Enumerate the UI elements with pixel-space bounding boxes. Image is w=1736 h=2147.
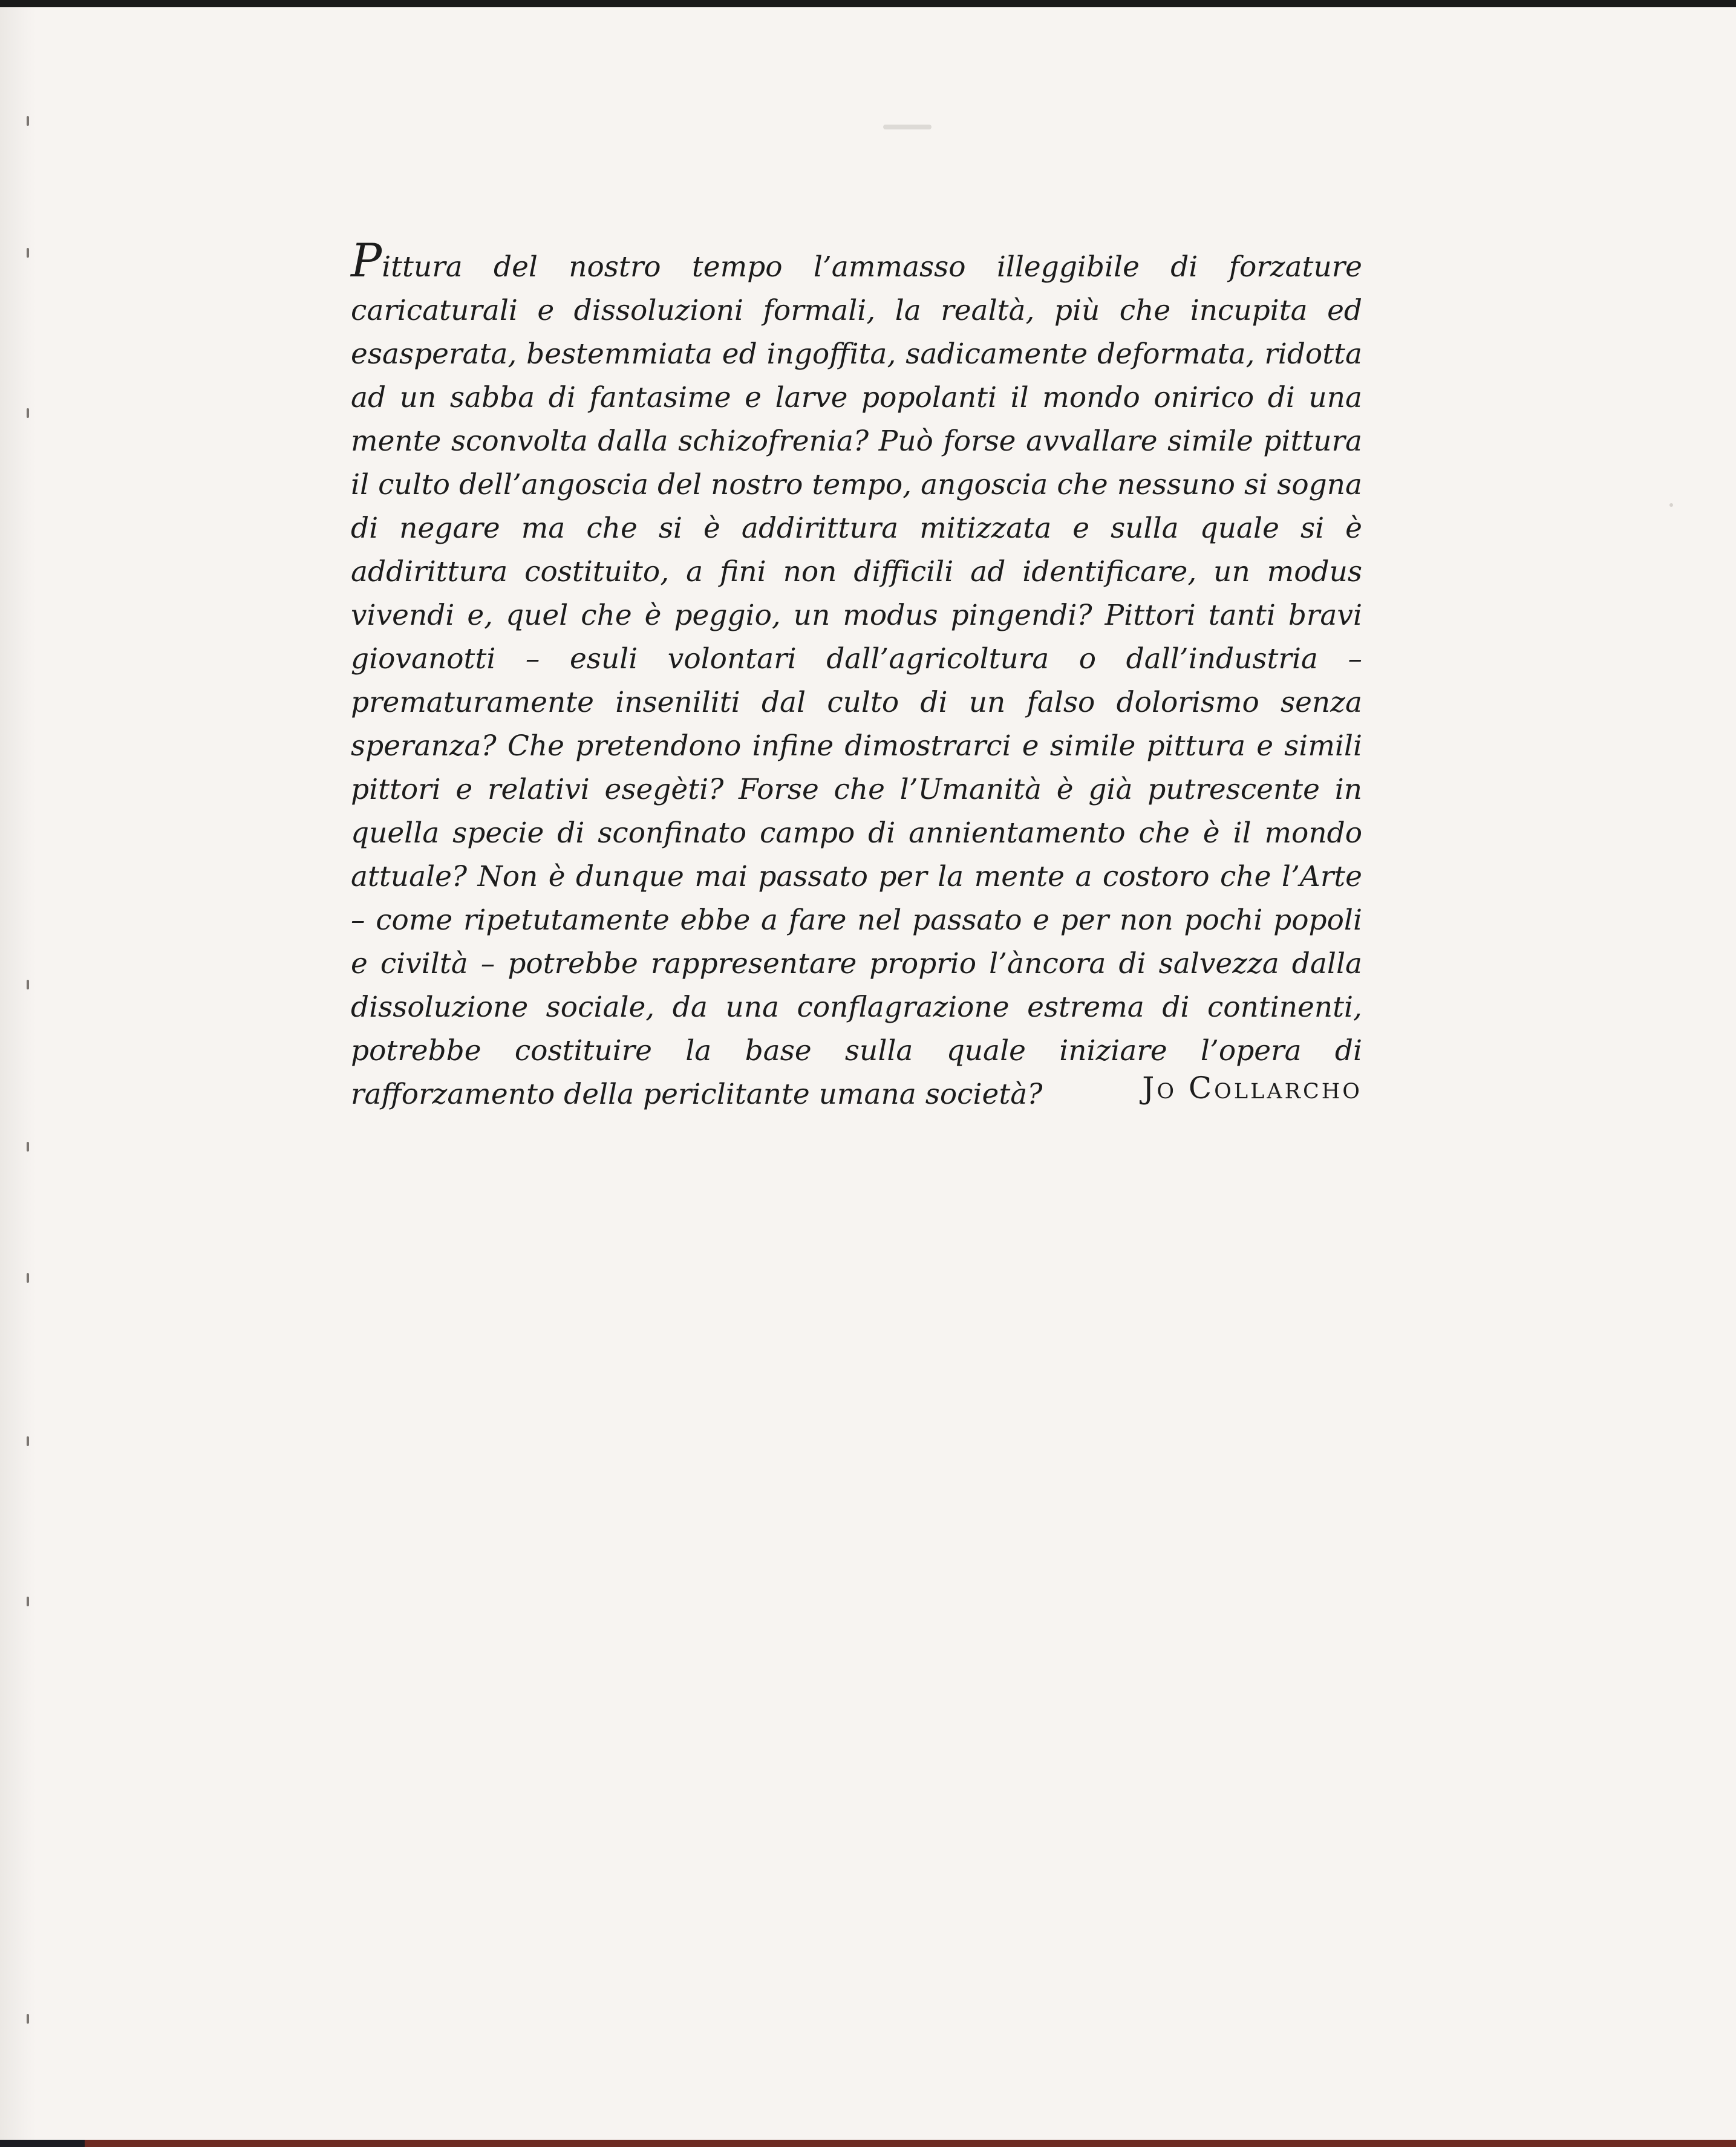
binding-stitch [27, 248, 29, 258]
binding-stitch [27, 408, 29, 418]
paper-smudge [883, 125, 932, 129]
binding-stitch [27, 2014, 29, 2024]
page-bottom-corner [0, 2140, 85, 2147]
essay-paragraph [351, 233, 1362, 1116]
page-top-edge [0, 0, 1736, 7]
author-signature: Jo Collarcho [1142, 1070, 1362, 1106]
essay-body-text: ittura del nostro tempo l’ammasso illeggibile di forzature caricaturali e dissoluzioni formali, la realtà, più che incupita ed esasperata, bestemmiata ed ingoffita, sadicamente deformata, ridotta ad un sabba di fantasime e larve popolanti il mondo onirico di una mente sconvolta dalla schizofrenia? Può forse avvallare simile pittura il culto dell’angoscia del nostro tempo, angoscia che nessuno si sogna di negare ma che si è addirittura mitizzata e sulla quale si è addirittura costituito, a fini non difficili ad identificare, un modus vivendi e, quel che è peggio, un modus pingendi? Pittori tanti bravi giovanotti – esuli volontari dall’agricoltura o dall’industria – prematuramente inseniliti dal culto di un falso dolorismo senza speranza? Che pretendono infine dimostrarci e simile pittura e simili pittori e relativi esegèti? Forse che l’Umanità è già putrescente in quella specie di sconfinato campo di annientamento che è il mondo attuale? Non è dunque mai passato per la mente a costoro che l’Arte – come ripetutamente ebbe a fare nel passato e per non pochi popoli e civiltà – potrebbe rappresentare proprio l’àncora di salvezza dalla dissoluzione sociale, da una conflagrazione estrema di continenti, potrebbe costituire la base sulla quale iniziare l’opera di rafforzamento della periclitante umana società? [351, 250, 1362, 1111]
binding-stitch [27, 1142, 29, 1152]
binding-stitch [27, 1597, 29, 1606]
binding-stitch [27, 1436, 29, 1446]
binding-stitch [27, 980, 29, 989]
paper-speck [1669, 503, 1673, 507]
binding-stitch [27, 1273, 29, 1283]
book-gutter [0, 7, 36, 2140]
page-bottom-edge [0, 2140, 1736, 2147]
essay-initial-letter: P [351, 233, 382, 287]
binding-stitch [27, 116, 29, 126]
